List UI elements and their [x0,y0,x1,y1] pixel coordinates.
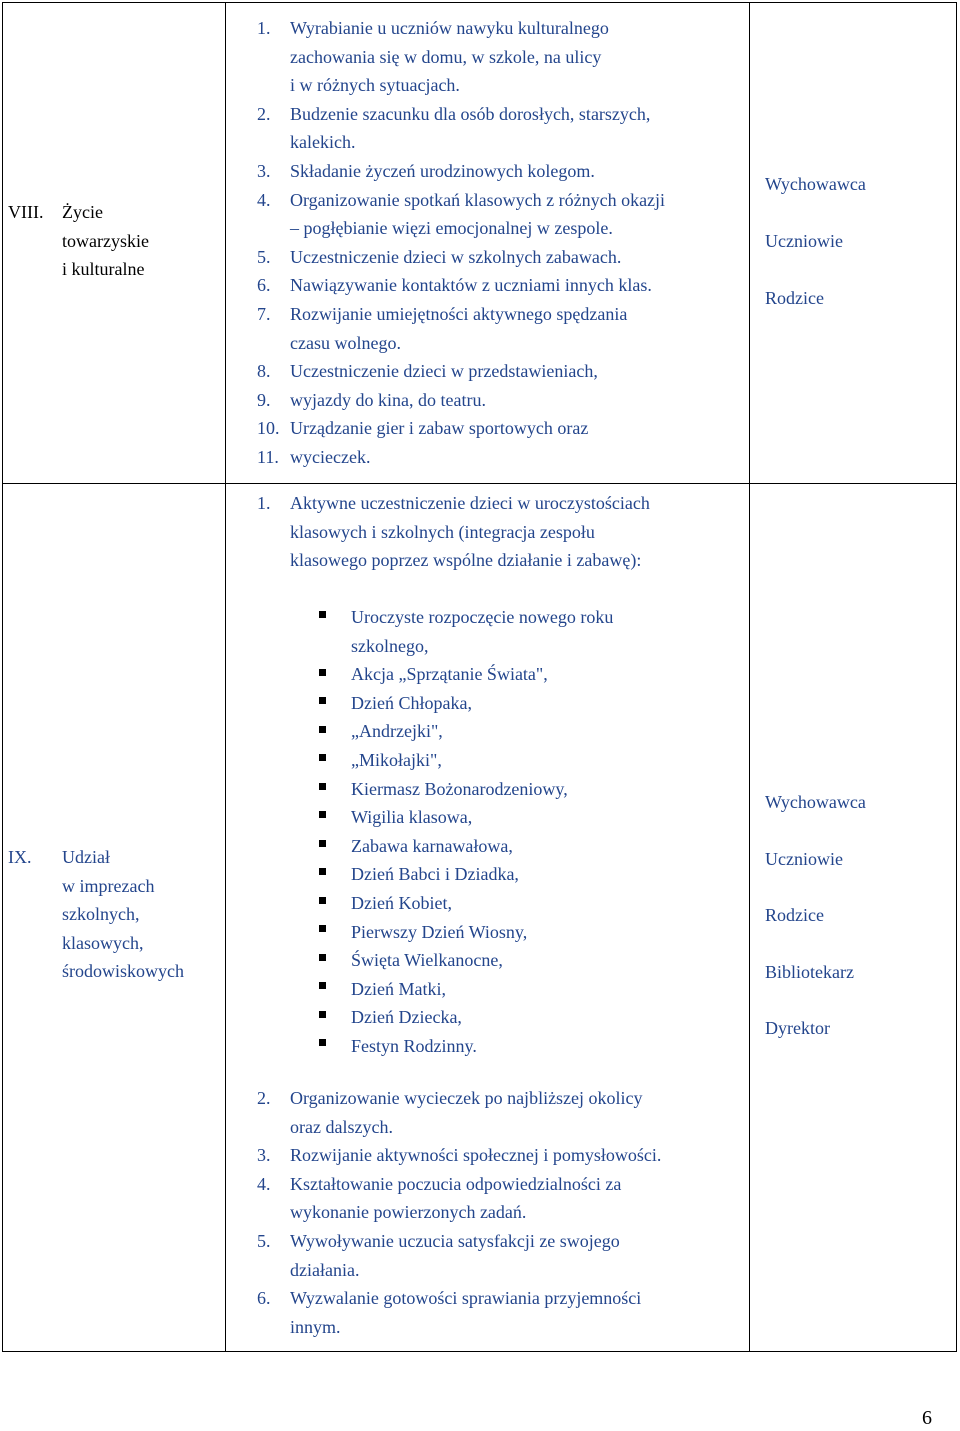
list-item-cont: innym. [290,1316,341,1337]
title-line: i kulturalne [62,259,145,280]
title-line: środowiskowych [62,961,184,982]
list-item: 5. Uczestniczenie dzieci w szkolnych zabawach. [257,246,622,267]
event-item: Wigilia klasowa, [351,807,473,828]
section-viii-items [257,14,665,472]
bullet-icon [319,897,326,904]
bullet-icon [319,726,326,733]
list-item: 8. Uczestniczenie dzieci w przedstawieniach, [257,361,598,382]
responsible-person: Dyrektor [765,1018,830,1039]
event-item: Święta Wielkanocne, [351,950,503,971]
table-divider-row [2,483,957,484]
bullet-icon [319,925,326,932]
list-item: 3. Składanie życzeń urodzinowych kolegom. [257,160,595,181]
event-item: Dzień Chłopaka, [351,692,472,713]
section-ix-events [351,603,613,1061]
list-item: 9. wyjazdy do kina, do teatru. [257,389,486,410]
list-item: 7. Rozwijanie umiejętności aktywnego spędzania [257,303,628,324]
section-ix-responsible [765,788,866,1071]
list-item: 3. Rozwijanie aktywności społecznej i pomysłowości. [257,1145,662,1166]
list-item: 11. wycieczek. [257,446,371,467]
list-item-cont: kalekich. [290,132,356,153]
table-border-top [2,2,957,3]
list-item: 6. Wyzwalanie gotowości sprawiania przyjemności [257,1288,642,1309]
list-item: 1. Wyrabianie u uczniów nawyku kulturalnego [257,18,609,38]
bullet-icon [319,954,326,961]
responsible-person: Uczniowie [765,848,843,869]
list-item-cont: wykonanie powierzonych zadań. [290,1202,527,1223]
bullet-icon [319,754,326,761]
bullet-icon [319,697,326,704]
bullet-icon [319,1039,326,1046]
bullet-icon [319,1011,326,1018]
event-item: Akcja „Sprzątanie Świata", [351,664,548,685]
section-ix-number: IX. [8,847,32,867]
list-item: 2. Budzenie szacunku dla osób dorosłych, starszych, [257,103,651,124]
event-item: Festyn Rodzinny. [351,1035,477,1056]
bullet-icon [319,611,326,618]
responsible-person: Uczniowie [765,231,843,251]
bullet-icon [319,868,326,875]
list-item-cont: klasowych i szkolnych (integracja zespołu [290,521,595,542]
event-item: Kiermasz Bożonarodzeniowy, [351,778,568,799]
event-item: Dzień Dziecka, [351,1007,462,1028]
table-divider-col2 [749,2,750,1352]
list-item: 1. Aktywne uczestniczenie dzieci w uroczystościach [257,493,650,513]
event-item: Dzień Kobiet, [351,892,452,913]
table-border-left [2,2,3,1352]
section-ix-more-items [257,1084,661,1341]
list-item-cont: oraz dalszych. [290,1116,393,1137]
bullet-icon [319,811,326,818]
event-item: „Mikołajki", [351,749,442,770]
event-item: Pierwszy Dzień Wiosny, [351,921,528,942]
title-line: Udział [62,847,110,867]
event-item: Dzień Matki, [351,978,446,999]
event-item: „Andrzejki", [351,721,443,742]
section-viii-title [62,198,149,284]
responsible-person: Wychowawca [765,174,866,194]
list-item: 10. Urządzanie gier i zabaw sportowych oraz [257,418,589,439]
title-line: towarzyskie [62,230,149,251]
section-ix-title [62,843,184,986]
bullet-icon [319,982,326,989]
list-item-cont: działania. [290,1259,360,1280]
section-viii-number: VIII. [8,202,44,222]
title-line: w imprezach [62,875,155,896]
title-line: szkolnych, [62,904,140,925]
section-ix-intro [257,489,650,575]
list-item: 5. Wywoływanie uczucia satysfakcji ze swojego [257,1230,620,1251]
list-item: 4. Organizowanie spotkań klasowych z różnych okazji [257,189,666,210]
table-border-right [956,2,957,1352]
section-viii-responsible [765,170,866,341]
title-line: klasowych, [62,932,144,953]
event-item: Zabawa karnawałowa, [351,835,513,856]
list-item: 6. Nawiązywanie kontaktów z uczniami innych klas. [257,275,652,296]
responsible-person: Bibliotekarz [765,961,854,982]
list-item-cont: klasowego poprzez wspólne działanie i zabawę): [290,550,642,571]
bullet-icon [319,669,326,676]
responsible-person: Wychowawca [765,792,866,812]
list-item-cont: zachowania się w domu, w szkole, na ulicy [290,46,602,67]
list-item-cont: czasu wolnego. [290,332,401,353]
list-item-cont: i w różnych sytuacjach. [290,75,460,96]
list-item: 2. Organizowanie wycieczek po najbliższej okolicy [257,1088,643,1108]
bullet-icon [319,783,326,790]
responsible-person: Rodzice [765,905,824,926]
event-item: Dzień Babci i Dziadka, [351,864,519,885]
table-border-bottom [2,1351,957,1352]
bullet-icon [319,840,326,847]
event-item-cont: szkolnego, [351,635,429,656]
event-item: Uroczyste rozpoczęcie nowego roku [351,607,614,627]
page-number: 6 [922,1407,932,1429]
title-line: Życie [62,202,103,222]
list-item: 4. Kształtowanie poczucia odpowiedzialności za [257,1173,622,1194]
table-divider-col1 [225,2,226,1352]
responsible-person: Rodzice [765,288,824,308]
list-item-cont: – pogłębianie więzi emocjonalnej w zespole. [290,218,613,239]
